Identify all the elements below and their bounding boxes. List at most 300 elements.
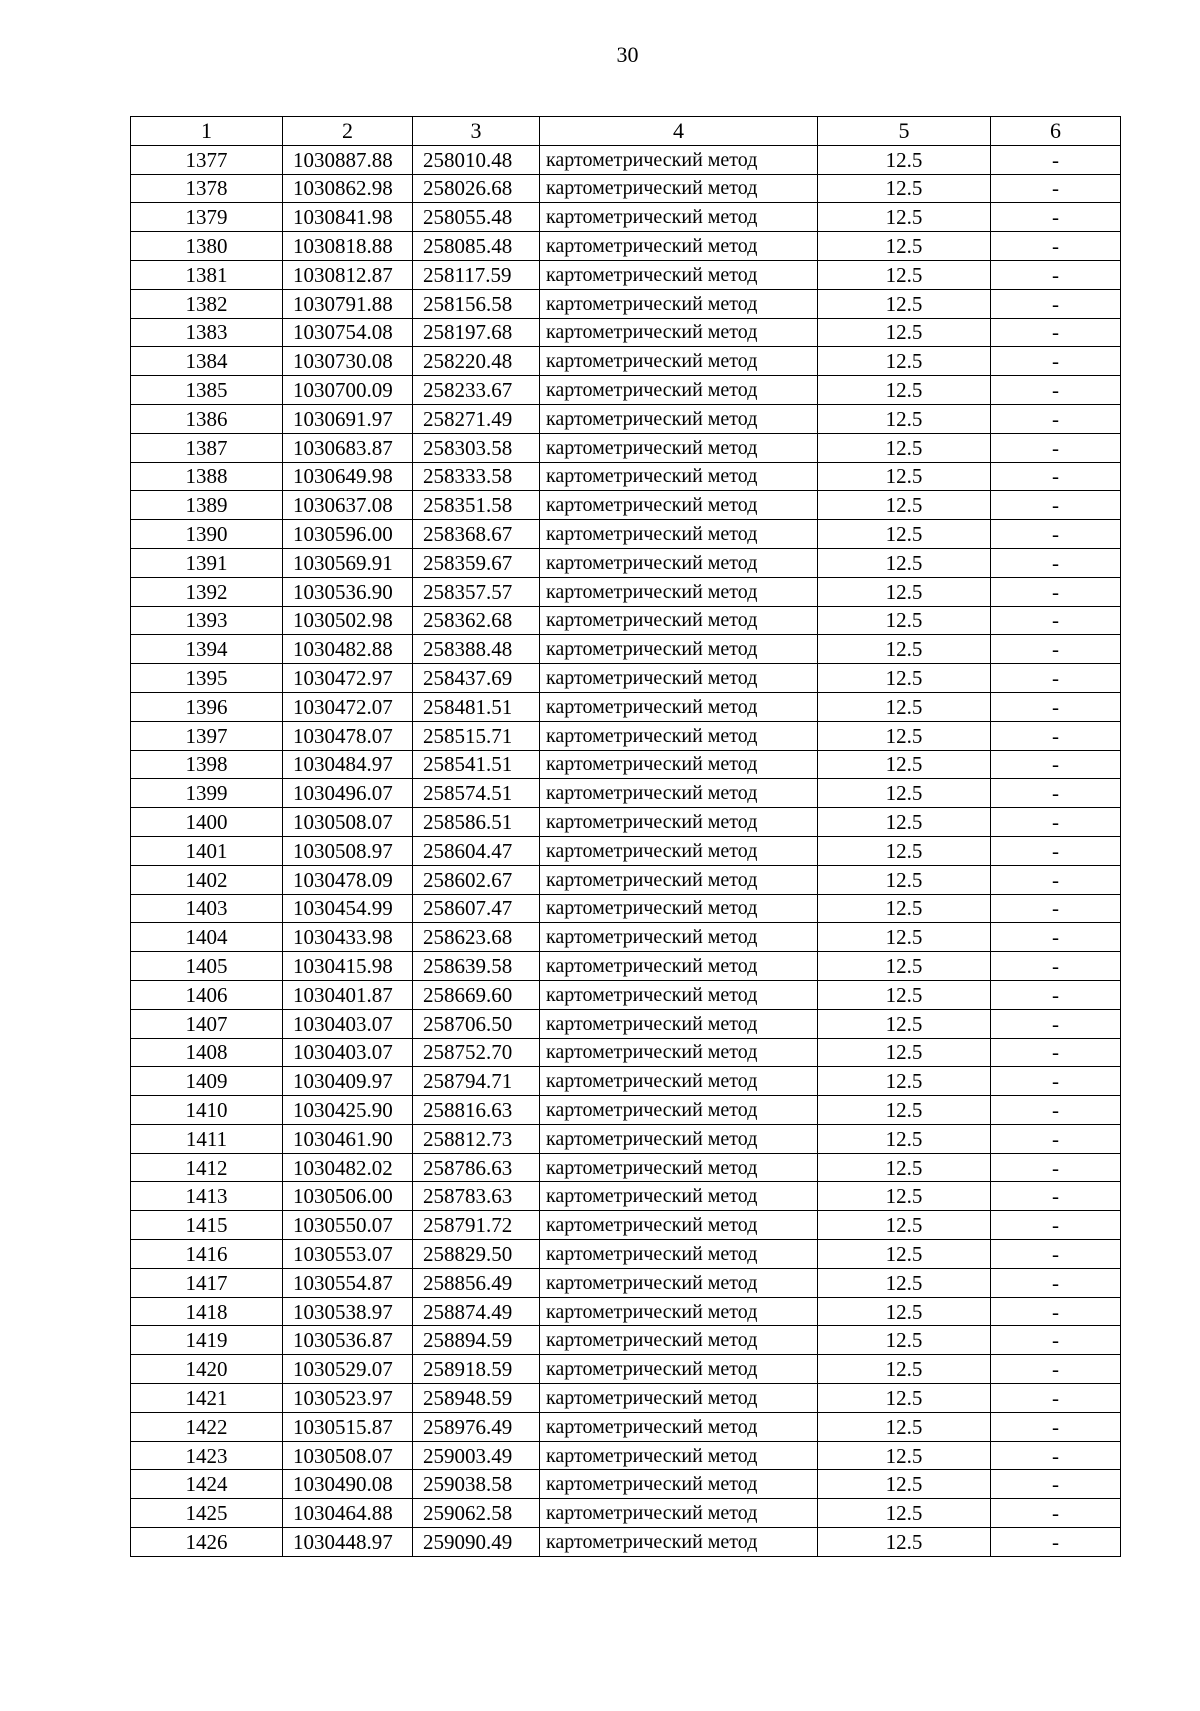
x-coordinate-cell: 1030425.90 xyxy=(283,1096,413,1125)
note-cell: - xyxy=(991,347,1121,376)
x-coordinate-cell: 1030553.07 xyxy=(283,1240,413,1269)
method-cell: картометрический метод xyxy=(540,952,818,981)
y-coordinate-cell: 258233.67 xyxy=(413,376,540,405)
accuracy-cell: 12.5 xyxy=(818,232,991,261)
note-cell: - xyxy=(991,1009,1121,1038)
accuracy-cell: 12.5 xyxy=(818,433,991,462)
x-coordinate-cell: 1030403.07 xyxy=(283,1009,413,1038)
y-coordinate-cell: 258794.71 xyxy=(413,1067,540,1096)
point-number-cell: 1392 xyxy=(131,577,283,606)
point-number-cell: 1415 xyxy=(131,1211,283,1240)
method-cell: картометрический метод xyxy=(540,203,818,232)
point-number-cell: 1380 xyxy=(131,232,283,261)
method-cell: картометрический метод xyxy=(540,635,818,664)
y-coordinate-cell: 258752.70 xyxy=(413,1038,540,1067)
y-coordinate-cell: 258351.58 xyxy=(413,491,540,520)
table-row xyxy=(131,635,1121,664)
y-coordinate-cell: 258333.58 xyxy=(413,462,540,491)
x-coordinate-cell: 1030490.08 xyxy=(283,1470,413,1499)
point-number-cell: 1395 xyxy=(131,664,283,693)
point-number-cell: 1401 xyxy=(131,836,283,865)
y-coordinate-cell: 258783.63 xyxy=(413,1182,540,1211)
point-number-cell: 1421 xyxy=(131,1384,283,1413)
point-number-cell: 1390 xyxy=(131,520,283,549)
point-number-cell: 1388 xyxy=(131,462,283,491)
y-coordinate-cell: 258368.67 xyxy=(413,520,540,549)
note-cell: - xyxy=(991,404,1121,433)
method-cell: картометрический метод xyxy=(540,1211,818,1240)
y-coordinate-cell: 258481.51 xyxy=(413,692,540,721)
table-row xyxy=(131,174,1121,203)
table-row xyxy=(131,462,1121,491)
table-row xyxy=(131,1528,1121,1557)
note-cell: - xyxy=(991,1038,1121,1067)
note-cell: - xyxy=(991,462,1121,491)
coordinates-table xyxy=(130,116,1121,1557)
accuracy-cell: 12.5 xyxy=(818,692,991,721)
table-row xyxy=(131,1355,1121,1384)
y-coordinate-cell: 258117.59 xyxy=(413,260,540,289)
y-coordinate-cell: 258357.57 xyxy=(413,577,540,606)
table-row xyxy=(131,548,1121,577)
y-coordinate-cell: 258541.51 xyxy=(413,750,540,779)
accuracy-cell: 12.5 xyxy=(818,1297,991,1326)
method-cell: картометрический метод xyxy=(540,232,818,261)
x-coordinate-cell: 1030691.97 xyxy=(283,404,413,433)
y-coordinate-cell: 258156.58 xyxy=(413,289,540,318)
table-row xyxy=(131,779,1121,808)
method-cell: картометрический метод xyxy=(540,779,818,808)
accuracy-cell: 12.5 xyxy=(818,1009,991,1038)
note-cell: - xyxy=(991,318,1121,347)
accuracy-cell: 12.5 xyxy=(818,376,991,405)
table-row xyxy=(131,808,1121,837)
method-cell: картометрический метод xyxy=(540,520,818,549)
accuracy-cell: 12.5 xyxy=(818,750,991,779)
x-coordinate-cell: 1030454.99 xyxy=(283,894,413,923)
note-cell: - xyxy=(991,232,1121,261)
method-cell: картометрический метод xyxy=(540,692,818,721)
method-cell: картометрический метод xyxy=(540,836,818,865)
accuracy-cell: 12.5 xyxy=(818,1412,991,1441)
point-number-cell: 1386 xyxy=(131,404,283,433)
note-cell: - xyxy=(991,1355,1121,1384)
point-number-cell: 1383 xyxy=(131,318,283,347)
note-cell: - xyxy=(991,750,1121,779)
y-coordinate-cell: 259038.58 xyxy=(413,1470,540,1499)
method-cell: картометрический метод xyxy=(540,404,818,433)
table-row xyxy=(131,1240,1121,1269)
point-number-cell: 1389 xyxy=(131,491,283,520)
note-cell: - xyxy=(991,1470,1121,1499)
note-cell: - xyxy=(991,260,1121,289)
accuracy-cell: 12.5 xyxy=(818,404,991,433)
x-coordinate-cell: 1030508.07 xyxy=(283,1441,413,1470)
accuracy-cell: 12.5 xyxy=(818,1441,991,1470)
x-coordinate-cell: 1030754.08 xyxy=(283,318,413,347)
note-cell: - xyxy=(991,1268,1121,1297)
note-cell: - xyxy=(991,635,1121,664)
table-row xyxy=(131,1153,1121,1182)
y-coordinate-cell: 258829.50 xyxy=(413,1240,540,1269)
method-cell: картометрический метод xyxy=(540,1326,818,1355)
method-cell: картометрический метод xyxy=(540,808,818,837)
accuracy-cell: 12.5 xyxy=(818,347,991,376)
point-number-cell: 1416 xyxy=(131,1240,283,1269)
table-row xyxy=(131,145,1121,174)
column-header-6: 6 xyxy=(991,117,1121,146)
y-coordinate-cell: 258026.68 xyxy=(413,174,540,203)
point-number-cell: 1408 xyxy=(131,1038,283,1067)
column-header-1: 1 xyxy=(131,117,283,146)
note-cell: - xyxy=(991,808,1121,837)
y-coordinate-cell: 258948.59 xyxy=(413,1384,540,1413)
point-number-cell: 1398 xyxy=(131,750,283,779)
point-number-cell: 1402 xyxy=(131,865,283,894)
table-row xyxy=(131,1297,1121,1326)
point-number-cell: 1409 xyxy=(131,1067,283,1096)
table-row xyxy=(131,260,1121,289)
method-cell: картометрический метод xyxy=(540,894,818,923)
column-header-2: 2 xyxy=(283,117,413,146)
method-cell: картометрический метод xyxy=(540,1441,818,1470)
method-cell: картометрический метод xyxy=(540,347,818,376)
y-coordinate-cell: 258303.58 xyxy=(413,433,540,462)
accuracy-cell: 12.5 xyxy=(818,894,991,923)
point-number-cell: 1426 xyxy=(131,1528,283,1557)
note-cell: - xyxy=(991,980,1121,1009)
table-row xyxy=(131,433,1121,462)
y-coordinate-cell: 258976.49 xyxy=(413,1412,540,1441)
note-cell: - xyxy=(991,1124,1121,1153)
method-cell: картометрический метод xyxy=(540,664,818,693)
y-coordinate-cell: 258607.47 xyxy=(413,894,540,923)
x-coordinate-cell: 1030433.98 xyxy=(283,923,413,952)
table-row xyxy=(131,1412,1121,1441)
y-coordinate-cell: 258010.48 xyxy=(413,145,540,174)
table-row xyxy=(131,836,1121,865)
y-coordinate-cell: 258856.49 xyxy=(413,1268,540,1297)
header-row xyxy=(131,117,1121,146)
y-coordinate-cell: 258639.58 xyxy=(413,952,540,981)
accuracy-cell: 12.5 xyxy=(818,980,991,1009)
accuracy-cell: 12.5 xyxy=(818,664,991,693)
y-coordinate-cell: 258271.49 xyxy=(413,404,540,433)
y-coordinate-cell: 258574.51 xyxy=(413,779,540,808)
x-coordinate-cell: 1030484.97 xyxy=(283,750,413,779)
table-row xyxy=(131,865,1121,894)
point-number-cell: 1411 xyxy=(131,1124,283,1153)
table-row xyxy=(131,1124,1121,1153)
x-coordinate-cell: 1030730.08 xyxy=(283,347,413,376)
note-cell: - xyxy=(991,289,1121,318)
accuracy-cell: 12.5 xyxy=(818,923,991,952)
x-coordinate-cell: 1030569.91 xyxy=(283,548,413,577)
x-coordinate-cell: 1030536.87 xyxy=(283,1326,413,1355)
y-coordinate-cell: 258874.49 xyxy=(413,1297,540,1326)
method-cell: картометрический метод xyxy=(540,1499,818,1528)
table-row xyxy=(131,1211,1121,1240)
x-coordinate-cell: 1030448.97 xyxy=(283,1528,413,1557)
method-cell: картометрический метод xyxy=(540,1240,818,1269)
table-row xyxy=(131,1182,1121,1211)
accuracy-cell: 12.5 xyxy=(818,260,991,289)
point-number-cell: 1385 xyxy=(131,376,283,405)
note-cell: - xyxy=(991,721,1121,750)
x-coordinate-cell: 1030515.87 xyxy=(283,1412,413,1441)
method-cell: картометрический метод xyxy=(540,865,818,894)
x-coordinate-cell: 1030550.07 xyxy=(283,1211,413,1240)
note-cell: - xyxy=(991,923,1121,952)
y-coordinate-cell: 258362.68 xyxy=(413,606,540,635)
note-cell: - xyxy=(991,836,1121,865)
note-cell: - xyxy=(991,1412,1121,1441)
x-coordinate-cell: 1030401.87 xyxy=(283,980,413,1009)
point-number-cell: 1397 xyxy=(131,721,283,750)
point-number-cell: 1382 xyxy=(131,289,283,318)
point-number-cell: 1391 xyxy=(131,548,283,577)
note-cell: - xyxy=(991,1182,1121,1211)
note-cell: - xyxy=(991,1326,1121,1355)
accuracy-cell: 12.5 xyxy=(818,1528,991,1557)
note-cell: - xyxy=(991,865,1121,894)
accuracy-cell: 12.5 xyxy=(818,1470,991,1499)
x-coordinate-cell: 1030472.07 xyxy=(283,692,413,721)
y-coordinate-cell: 258791.72 xyxy=(413,1211,540,1240)
accuracy-cell: 12.5 xyxy=(818,145,991,174)
y-coordinate-cell: 258812.73 xyxy=(413,1124,540,1153)
x-coordinate-cell: 1030649.98 xyxy=(283,462,413,491)
x-coordinate-cell: 1030536.90 xyxy=(283,577,413,606)
note-cell: - xyxy=(991,1211,1121,1240)
point-number-cell: 1412 xyxy=(131,1153,283,1182)
point-number-cell: 1396 xyxy=(131,692,283,721)
point-number-cell: 1403 xyxy=(131,894,283,923)
accuracy-cell: 12.5 xyxy=(818,1240,991,1269)
note-cell: - xyxy=(991,1240,1121,1269)
table-body xyxy=(131,145,1121,1556)
y-coordinate-cell: 259003.49 xyxy=(413,1441,540,1470)
x-coordinate-cell: 1030596.00 xyxy=(283,520,413,549)
accuracy-cell: 12.5 xyxy=(818,1499,991,1528)
method-cell: картометрический метод xyxy=(540,1470,818,1499)
x-coordinate-cell: 1030415.98 xyxy=(283,952,413,981)
x-coordinate-cell: 1030403.07 xyxy=(283,1038,413,1067)
point-number-cell: 1417 xyxy=(131,1268,283,1297)
note-cell: - xyxy=(991,779,1121,808)
x-coordinate-cell: 1030700.09 xyxy=(283,376,413,405)
method-cell: картометрический метод xyxy=(540,491,818,520)
point-number-cell: 1393 xyxy=(131,606,283,635)
point-number-cell: 1410 xyxy=(131,1096,283,1125)
point-number-cell: 1384 xyxy=(131,347,283,376)
method-cell: картометрический метод xyxy=(540,1297,818,1326)
method-cell: картометрический метод xyxy=(540,433,818,462)
accuracy-cell: 12.5 xyxy=(818,1067,991,1096)
y-coordinate-cell: 258388.48 xyxy=(413,635,540,664)
table-row xyxy=(131,347,1121,376)
table-row xyxy=(131,664,1121,693)
method-cell: картометрический метод xyxy=(540,1355,818,1384)
table-row xyxy=(131,692,1121,721)
note-cell: - xyxy=(991,1067,1121,1096)
note-cell: - xyxy=(991,548,1121,577)
table-row xyxy=(131,1441,1121,1470)
point-number-cell: 1425 xyxy=(131,1499,283,1528)
point-number-cell: 1405 xyxy=(131,952,283,981)
x-coordinate-cell: 1030508.07 xyxy=(283,808,413,837)
accuracy-cell: 12.5 xyxy=(818,1326,991,1355)
x-coordinate-cell: 1030637.08 xyxy=(283,491,413,520)
accuracy-cell: 12.5 xyxy=(818,606,991,635)
note-cell: - xyxy=(991,1499,1121,1528)
note-cell: - xyxy=(991,491,1121,520)
method-cell: картометрический метод xyxy=(540,289,818,318)
accuracy-cell: 12.5 xyxy=(818,865,991,894)
method-cell: картометрический метод xyxy=(540,606,818,635)
y-coordinate-cell: 258604.47 xyxy=(413,836,540,865)
method-cell: картометрический метод xyxy=(540,1182,818,1211)
column-header-4: 4 xyxy=(540,117,818,146)
point-number-cell: 1400 xyxy=(131,808,283,837)
x-coordinate-cell: 1030461.90 xyxy=(283,1124,413,1153)
x-coordinate-cell: 1030506.00 xyxy=(283,1182,413,1211)
point-number-cell: 1420 xyxy=(131,1355,283,1384)
point-number-cell: 1379 xyxy=(131,203,283,232)
point-number-cell: 1377 xyxy=(131,145,283,174)
x-coordinate-cell: 1030482.88 xyxy=(283,635,413,664)
point-number-cell: 1413 xyxy=(131,1182,283,1211)
method-cell: картометрический метод xyxy=(540,577,818,606)
accuracy-cell: 12.5 xyxy=(818,1038,991,1067)
x-coordinate-cell: 1030508.97 xyxy=(283,836,413,865)
note-cell: - xyxy=(991,203,1121,232)
method-cell: картометрический метод xyxy=(540,1153,818,1182)
accuracy-cell: 12.5 xyxy=(818,779,991,808)
accuracy-cell: 12.5 xyxy=(818,1096,991,1125)
y-coordinate-cell: 259062.58 xyxy=(413,1499,540,1528)
x-coordinate-cell: 1030472.97 xyxy=(283,664,413,693)
table-row xyxy=(131,318,1121,347)
method-cell: картометрический метод xyxy=(540,1038,818,1067)
x-coordinate-cell: 1030496.07 xyxy=(283,779,413,808)
note-cell: - xyxy=(991,433,1121,462)
accuracy-cell: 12.5 xyxy=(818,318,991,347)
table-row xyxy=(131,289,1121,318)
accuracy-cell: 12.5 xyxy=(818,289,991,318)
method-cell: картометрический метод xyxy=(540,1009,818,1038)
method-cell: картометрический метод xyxy=(540,174,818,203)
accuracy-cell: 12.5 xyxy=(818,1355,991,1384)
y-coordinate-cell: 258359.67 xyxy=(413,548,540,577)
accuracy-cell: 12.5 xyxy=(818,203,991,232)
note-cell: - xyxy=(991,145,1121,174)
note-cell: - xyxy=(991,376,1121,405)
point-number-cell: 1387 xyxy=(131,433,283,462)
method-cell: картометрический метод xyxy=(540,260,818,289)
note-cell: - xyxy=(991,520,1121,549)
y-coordinate-cell: 258706.50 xyxy=(413,1009,540,1038)
method-cell: картометрический метод xyxy=(540,462,818,491)
note-cell: - xyxy=(991,1528,1121,1557)
table-row xyxy=(131,491,1121,520)
table-row xyxy=(131,520,1121,549)
table-row xyxy=(131,376,1121,405)
point-number-cell: 1419 xyxy=(131,1326,283,1355)
method-cell: картометрический метод xyxy=(540,980,818,1009)
table-row xyxy=(131,721,1121,750)
accuracy-cell: 12.5 xyxy=(818,174,991,203)
note-cell: - xyxy=(991,1297,1121,1326)
x-coordinate-cell: 1030862.98 xyxy=(283,174,413,203)
method-cell: картометрический метод xyxy=(540,548,818,577)
method-cell: картометрический метод xyxy=(540,1384,818,1413)
point-number-cell: 1378 xyxy=(131,174,283,203)
table-row xyxy=(131,606,1121,635)
column-header-3: 3 xyxy=(413,117,540,146)
note-cell: - xyxy=(991,952,1121,981)
x-coordinate-cell: 1030409.97 xyxy=(283,1067,413,1096)
y-coordinate-cell: 258786.63 xyxy=(413,1153,540,1182)
y-coordinate-cell: 258515.71 xyxy=(413,721,540,750)
point-number-cell: 1407 xyxy=(131,1009,283,1038)
y-coordinate-cell: 258918.59 xyxy=(413,1355,540,1384)
note-cell: - xyxy=(991,174,1121,203)
method-cell: картометрический метод xyxy=(540,318,818,347)
x-coordinate-cell: 1030478.09 xyxy=(283,865,413,894)
table-row xyxy=(131,1470,1121,1499)
table-header xyxy=(131,117,1121,146)
x-coordinate-cell: 1030502.98 xyxy=(283,606,413,635)
x-coordinate-cell: 1030464.88 xyxy=(283,1499,413,1528)
accuracy-cell: 12.5 xyxy=(818,577,991,606)
x-coordinate-cell: 1030841.98 xyxy=(283,203,413,232)
table-row xyxy=(131,1038,1121,1067)
point-number-cell: 1399 xyxy=(131,779,283,808)
table-row xyxy=(131,1326,1121,1355)
accuracy-cell: 12.5 xyxy=(818,1182,991,1211)
method-cell: картометрический метод xyxy=(540,376,818,405)
x-coordinate-cell: 1030538.97 xyxy=(283,1297,413,1326)
point-number-cell: 1423 xyxy=(131,1441,283,1470)
table-row xyxy=(131,750,1121,779)
accuracy-cell: 12.5 xyxy=(818,635,991,664)
note-cell: - xyxy=(991,692,1121,721)
x-coordinate-cell: 1030554.87 xyxy=(283,1268,413,1297)
x-coordinate-cell: 1030887.88 xyxy=(283,145,413,174)
y-coordinate-cell: 258085.48 xyxy=(413,232,540,261)
point-number-cell: 1406 xyxy=(131,980,283,1009)
x-coordinate-cell: 1030478.07 xyxy=(283,721,413,750)
accuracy-cell: 12.5 xyxy=(818,721,991,750)
accuracy-cell: 12.5 xyxy=(818,1211,991,1240)
y-coordinate-cell: 258586.51 xyxy=(413,808,540,837)
x-coordinate-cell: 1030482.02 xyxy=(283,1153,413,1182)
method-cell: картометрический метод xyxy=(540,750,818,779)
y-coordinate-cell: 258220.48 xyxy=(413,347,540,376)
method-cell: картометрический метод xyxy=(540,1412,818,1441)
page-number: 30 xyxy=(616,42,639,67)
table-row xyxy=(131,1384,1121,1413)
note-cell: - xyxy=(991,1384,1121,1413)
table-row xyxy=(131,232,1121,261)
accuracy-cell: 12.5 xyxy=(818,1384,991,1413)
accuracy-cell: 12.5 xyxy=(818,520,991,549)
method-cell: картометрический метод xyxy=(540,1268,818,1297)
accuracy-cell: 12.5 xyxy=(818,952,991,981)
table-row xyxy=(131,404,1121,433)
point-number-cell: 1381 xyxy=(131,260,283,289)
